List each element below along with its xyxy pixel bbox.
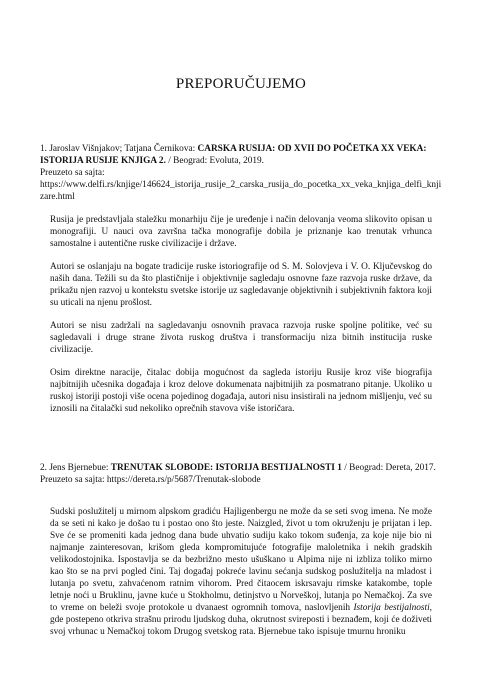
book-entry-2 [40, 462, 442, 638]
book-entry-1 [40, 143, 442, 415]
publisher: / Beograd: Evoluta, 2019. [168, 156, 265, 166]
source-line [40, 474, 442, 486]
source-label: Preuzeto sa sajta: [40, 475, 105, 485]
paragraph-text: , gde postepeno otkriva strašnu prirodu ljudskog duha, okrutnost svireposti i beznađem, koji će doživeti svoj vrhunac u Nemačkoj tokom Drugog svetskog rata. Bjernebue tako ispisuje tmurnu hroniku [50, 603, 432, 637]
publisher: / Beograd: Dereta, 2017. [344, 463, 436, 473]
page-title: PREPORUČUJEMO [175, 76, 307, 92]
source-url[interactable]: https://dereta.rs/p/5687/Trenutak-slobode [106, 475, 261, 485]
entry-number: 1. [40, 144, 47, 154]
authors: Jaroslav Višnjakov; Tatjana Černikova: [49, 144, 196, 154]
citation [40, 143, 442, 167]
paragraph: Autori se oslanjaju na bogate tradicije ruske istoriografije od S. M. Solovjeva i V. O. Ključevskog do naših dana. Težili su da što plastičnije i objektivnije sagledaju osnovne faze razvoja ruske države, da prikažu njen razvoj u kontekstu svetske istorije uz sagledavanje objektivnih i subjektivnih faktora koji su uticali na njenu prošlost. [50, 262, 432, 308]
citation [40, 462, 442, 474]
italic-title: Istorija bestijalnosti [353, 603, 430, 613]
authors: Jens Bjernebue: [49, 463, 109, 473]
source-url[interactable]: https://www.delfi.rs/knjige/146624_istorija_rusije_2_carska_rusija_do_pocetka_xx_veka_knjiga_delfi_knjizare.html [40, 180, 442, 202]
paragraph: Autori se nisu zadržali na sagledavanju osnovnih pravaca razvoja ruske spoljne politike, već su sagledavali i druge strane života ruskog društva i transformaciju niza bitnih institucija ruske civilizacije. [50, 321, 432, 355]
paragraph: Rusija je predstavljala staležku monarhiju čije je uređenje i način delovanja veoma slikovito opisan u monografiji. U nauci ova završna tačka monografije dobila je priznanje kao trenutak vrhunca samostalne i autentične ruske civilizacije i države. [50, 215, 432, 249]
book-title: TRENUTAK SLOBODE: ISTORIJA BESTIJALNOSTI 1 [110, 463, 342, 473]
entry-number: 2. [40, 463, 47, 473]
source-label: Preuzeto sa sajta: [40, 168, 105, 178]
paragraph-text: Sudski poslužitelj u mirnom alpskom gradiću Hajligenbergu ne može da se seti svog imena. Ne može da se seti ni kako je došao tu i postao ono što jeste. Naizgled, život u tom okruženju je prijatan i lep. Sve će se promeniti kada jednog dana bude uhvatio sudiju kako tokom suđenja, za koje nije bio ni najmanje zainteresovan, krišom gleda kompromitujuće fotografije maloletnika i nekih gradskih velikodostojnika. Ispostavlja se da bezbrižno mesto ušuškano u Alpima nije ni izbliza toliko mirno kao što se na prvi pogled čini. Taj događaj pokreće lavinu sećanja sudskog poslužitelja na mladost i lutanja po svetu, zahvaćenom ratnim vihorom. Pred čitaocem iskrsavaju rimske katakombe, tople letnje noći u Bruklinu, javne kuće u Stokholmu, detinjstvo u Norveškoj, lutanja po Nemačkoj. Za sve to vreme on beleži svoje protokole u dvanaest ogromnih tomova, naslovljenih [50, 507, 432, 613]
book-title: CARSKA RUSIJA: OD XVII DO POČETKA XX VEKA: ISTORIJA RUSIJE KNJIGA 2. [40, 144, 427, 166]
paragraph: Osim direktne naracije, čitalac dobija mogućnost da sagleda istoriju Rusije kroz više biografija najbitnijih učesnika događaja i kroz delove dokumenata najbitnijih za posmatrano pitanje. Ukoliko u ruskoj istoriji postoji više ocena pojedinog događaja, autori nisu insistirali na jednom mišljenju, već su iznosili na čitalački sud nekoliko oprečnih stavova više istoričara. [50, 368, 432, 414]
paragraph [40, 506, 442, 638]
